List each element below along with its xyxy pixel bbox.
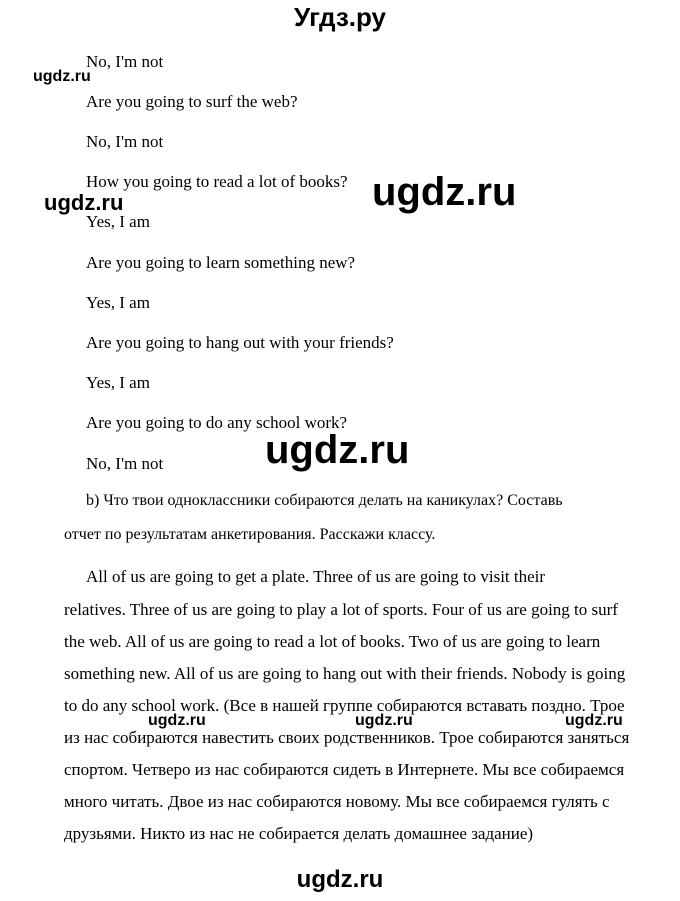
report-line: to do any school work. (Все в нашей группе собираются вставать поздно. Трое: [64, 696, 625, 715]
report-line: друзьями. Никто из нас не собирается делать домашнее задание): [64, 824, 534, 843]
dialogue-line: Yes, I am: [86, 293, 150, 312]
report-line: All of us are going to get a plate. Three of us are going to visit their: [86, 567, 546, 586]
watermark: ugdz.ru: [265, 428, 410, 472]
report-line: из нас собираются навестить своих родственников. Трое собираются заняться: [64, 728, 630, 747]
dialogue-line: Yes, I am: [86, 373, 150, 392]
footer-watermark: ugdz.ru: [296, 866, 384, 893]
dialogue-line: Are you going to surf the web?: [86, 92, 298, 111]
report-line: спортом. Четверо из нас собираются сидеть в Интернете. Мы все собираемся: [64, 760, 625, 779]
watermark: ugdz.ru: [33, 68, 91, 85]
dialogue-line: No, I'm not: [86, 52, 164, 71]
dialogue-line: No, I'm not: [86, 454, 164, 473]
dialogue-line: Are you going to do any school work?: [86, 413, 348, 432]
watermark: ugdz.ru: [355, 712, 413, 729]
watermark: ugdz.ru: [148, 712, 206, 729]
dialogue-line: How you going to read a lot of books?: [86, 172, 348, 191]
report-line: relatives. Three of us are going to play a lot of sports. Four of us are going to surf: [64, 600, 618, 619]
report-line: something new. All of us are going to hang out with their friends. Nobody is going: [64, 664, 626, 683]
dialogue-line: Are you going to learn something new?: [86, 253, 356, 272]
watermark: ugdz.ru: [44, 190, 124, 215]
report-line: the web. All of us are going to read a lot of books. Two of us are going to learn: [64, 632, 601, 651]
dialogue-line: Yes, I am: [86, 212, 150, 231]
task-b-line: b) Что твои одноклассники собираются делать на каникулах? Составь: [86, 492, 563, 509]
watermark: ugdz.ru: [565, 712, 623, 729]
site-title: Угдз.ру: [294, 2, 386, 32]
task-b-line: отчет по результатам анкетирования. Расскажи классу.: [64, 526, 436, 543]
watermark: ugdz.ru: [372, 170, 517, 214]
report-line: много читать. Двое из нас собираются новому. Мы все собираемся гулять с: [64, 792, 610, 811]
dialogue-line: No, I'm not: [86, 132, 164, 151]
dialogue-line: Are you going to hang out with your friends?: [86, 333, 394, 352]
